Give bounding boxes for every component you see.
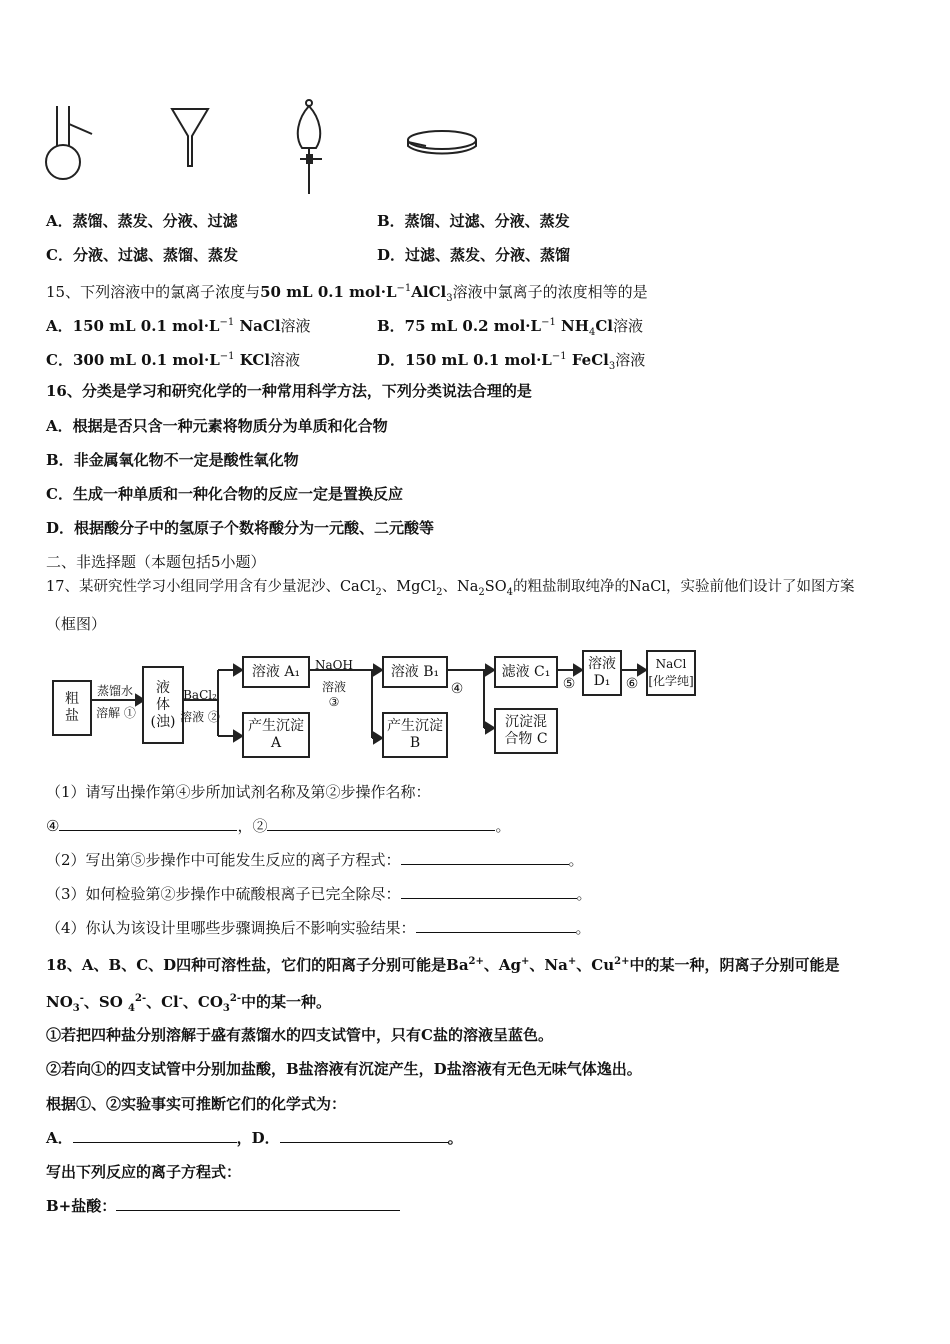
box-solution-d1: 溶液 D₁ (582, 650, 622, 696)
flowchart (46, 640, 746, 765)
step3-reagent: NaOH (315, 658, 353, 672)
box-mixture-c: 沉淀混 合物 C (494, 708, 558, 754)
q14-option-c: C．分液、过滤、蒸馏、蒸发 (46, 246, 238, 264)
q17-sub1: （1）请写出操作第④步所加试剂名称及第②步操作名称： (46, 783, 431, 801)
answer-blank-4[interactable] (59, 816, 237, 831)
q14-option-d: D．过滤、蒸发、分液、蒸馏 (377, 246, 571, 264)
q17-sub3: （3）如何检验第②步操作中硫酸根离子已完全除尽： 。 (46, 885, 592, 903)
separatory-funnel-icon (298, 100, 322, 194)
funnel-icon (172, 109, 208, 166)
apparatus-illustrations (30, 96, 550, 206)
answer-blank-sub2[interactable] (401, 850, 569, 865)
q16-stem: 16、分类是学习和研究化学的一种常用科学方法，下列分类说法合理的是 (46, 382, 532, 400)
box-nacl-product: NaCl [化学纯] (646, 650, 696, 696)
answer-blank-d[interactable] (280, 1128, 448, 1143)
box-crude-salt: 粗 盐 (52, 680, 92, 736)
step1-reagent: 蒸馏水 (96, 684, 133, 698)
q16-option-c: C．生成一种单质和一种化合物的反应一定是置换反应 (46, 485, 403, 503)
q14-option-b: B．蒸馏、过滤、分液、蒸发 (377, 212, 570, 230)
box-solution-b1: 溶液 B₁ (382, 656, 448, 688)
answer-blank-sub4[interactable] (416, 918, 576, 933)
q17-stem-cont: （框图） (46, 615, 107, 633)
step4-label: ④ (450, 681, 464, 697)
q18-fact2: ②若向①的四支试管中分别加盐酸，B盐溶液有沉淀产生，D盐溶液有无色无味气体逸出。 (46, 1060, 642, 1078)
q18-write: 写出下列反应的离子方程式： (46, 1163, 242, 1181)
q15-option-a: A．150 mL 0.1 $mol\cdot L^{-1}$ NaCl溶液 (46, 317, 311, 335)
answer-blank-sub3[interactable] (401, 884, 577, 899)
q14-option-a: A．蒸馏、蒸发、分液、过滤 (46, 212, 238, 230)
q18-anions: $NO_3^-$、SO $_4^{2-}$、Cl-、$CO_3^{2-}$中的某一种。 (46, 993, 332, 1014)
step5-label: ⑤ (562, 676, 576, 692)
box-precipitate-b: 产生沉淀 B (382, 712, 448, 758)
q18-stem: 18、A、B、C、D四种可溶性盐，它们的阳离子分别可能是$Ba^{2+}$、Ag+、Na+、$Cu^{2+}$中的某一种，阴离子分别可能是 (46, 956, 840, 974)
q17-sub2: （2）写出第⑤步操作中可能发生反应的离子方程式： 。 (46, 851, 584, 869)
q17-sub1-answer: ④ ，② 。 (46, 817, 511, 835)
distilling-flask-icon (46, 106, 92, 179)
q17-stem: 17、某研究性学习小组同学用含有少量泥沙、CaCl$_2$、MgCl$_2$、$Na_2SO_4$的粗盐制取纯净的NaCl，实验前他们设计了如图方案 (46, 579, 855, 598)
step6-label: ⑥ (625, 676, 639, 692)
q15-option-c: C．300 mL 0.1 $mol\cdot L^{-1}$ KCl溶液 (46, 351, 301, 369)
q17-sub4: （4）你认为该设计里哪些步骤调换后不影响实验结果： 。 (46, 919, 591, 937)
box-filtrate-c1: 滤液 C₁ (494, 656, 558, 688)
q16-option-a: A．根据是否只含一种元素将物质分为单质和化合物 (46, 417, 388, 435)
q18-answers: A． ，D． 。 (46, 1129, 463, 1147)
step2-label: 溶液 ② (180, 710, 220, 724)
evaporating-dish-icon (408, 131, 476, 154)
q16-option-b: B．非金属氧化物不一定是酸性氧化物 (46, 451, 299, 469)
q15-option-b: B．75 mL 0.2 $mol\cdot L^{-1}$ $NH_4Cl$溶液 (377, 317, 643, 338)
box-liquid: 液 体 (浊) (142, 666, 184, 744)
q18-b-hcl: B+盐酸： (46, 1196, 400, 1216)
answer-blank-a[interactable] (73, 1128, 237, 1143)
q15-option-d: D．150 mL 0.1 $mol\cdot L^{-1}$ FeCl$_3$溶液 (377, 351, 646, 372)
section-heading: 二、非选择题（本题包括5小题） (46, 553, 266, 571)
q18-fact1: ①若把四种盐分别溶解于盛有蒸馏水的四支试管中，只有C盐的溶液呈蓝色。 (46, 1026, 553, 1044)
answer-blank-b-hcl[interactable] (116, 1196, 400, 1211)
step3-label: 溶液 ③ (321, 680, 346, 709)
step2-reagent: BaCl₂ (183, 688, 217, 702)
q16-option-d: D．根据酸分子中的氢原子个数将酸分为一元酸、二元酸等 (46, 519, 435, 537)
q15-stem: 15、下列溶液中的氯离子浓度与50 mL 0.1 $mol\cdot L^{-1}AlCl_3$溶液中氯离子的浓度相等的是 (46, 283, 648, 304)
q18-infer: 根据①、②实验事实可推断它们的化学式为： (46, 1095, 347, 1113)
step1-label: 溶解 ① (96, 706, 136, 720)
box-precipitate-a: 产生沉淀 A (242, 712, 310, 758)
answer-blank-2[interactable] (267, 816, 495, 831)
box-solution-a1: 溶液 A₁ (242, 656, 310, 688)
